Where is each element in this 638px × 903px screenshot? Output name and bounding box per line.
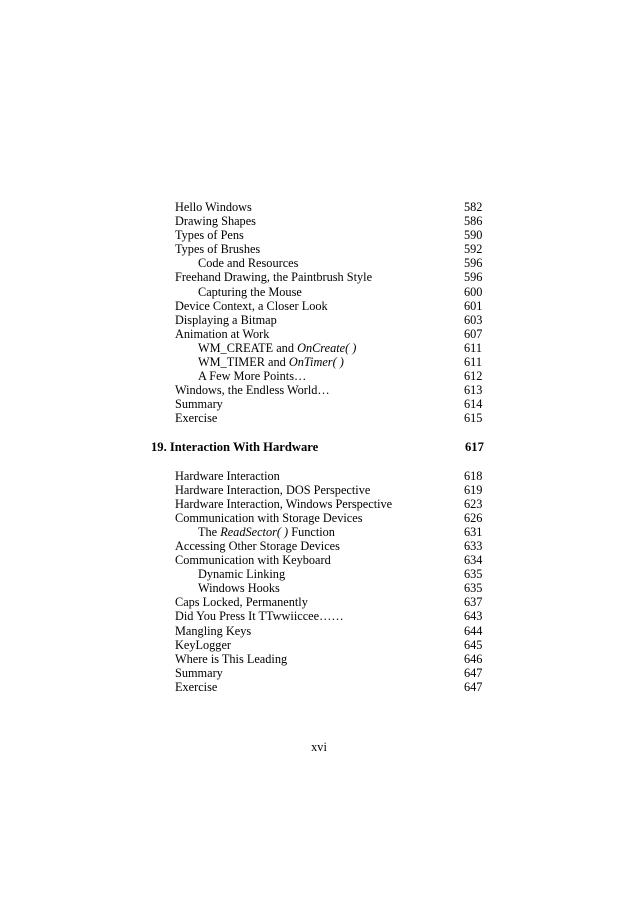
toc-entry: [0, 652, 638, 666]
toc-entry-page-number: 615: [464, 411, 483, 426]
toc-entry-title: Animation at Work: [175, 326, 270, 341]
toc-entry-page-number: 586: [464, 214, 483, 229]
toc-entry-title-italic-part: OnCreate( ): [297, 340, 357, 355]
toc-subentry: [0, 525, 638, 539]
toc-entry-page-number: 590: [464, 228, 483, 243]
toc-entry-page-number: 635: [464, 567, 483, 582]
toc-entry-page-number: 618: [464, 468, 483, 483]
toc-entry-title: Windows Hooks: [198, 581, 280, 596]
toc-entry: [0, 624, 638, 638]
toc-entry-title: KeyLogger: [175, 637, 231, 652]
toc-entry: [0, 397, 638, 411]
toc-entry-title: [198, 341, 356, 355]
toc-entry-page-number: 612: [464, 369, 483, 384]
toc-entry-title: Communication with Storage Devices: [175, 510, 363, 525]
toc-entry-page-number: 637: [464, 595, 483, 610]
toc-entry-title-italic-part: ReadSector( ): [220, 524, 289, 539]
toc-entry: [0, 214, 638, 228]
table-of-contents: [0, 200, 638, 694]
toc-subentry: [0, 355, 638, 369]
toc-entry: [0, 666, 638, 680]
toc-entry: [0, 553, 638, 567]
folio-page-number: xvi: [311, 740, 327, 754]
toc-entry-page-number: 645: [464, 637, 483, 652]
toc-entry-title: Exercise: [175, 411, 218, 426]
toc-subentry: [0, 369, 638, 383]
toc-entry-title: [198, 525, 335, 539]
toc-entry-title: Hardware Interaction: [175, 468, 280, 483]
toc-entry-page-number: 611: [464, 355, 482, 370]
chapter-page-number: 617: [465, 439, 484, 454]
toc-section-chapter-18-continued: [0, 200, 638, 426]
toc-entry-title: Drawing Shapes: [175, 214, 256, 229]
toc-entry: [0, 270, 638, 284]
chapter-heading: [0, 440, 638, 456]
toc-entry-title: Accessing Other Storage Devices: [175, 538, 340, 553]
toc-entry-title-part: Function: [288, 524, 335, 539]
toc-entry-page-number: 634: [464, 553, 483, 568]
toc-entry: [0, 497, 638, 511]
toc-entry-page-number: 635: [464, 581, 483, 596]
toc-entry-title: Caps Locked, Permanently: [175, 595, 308, 610]
toc-entry: [0, 299, 638, 313]
toc-entry-title: Dynamic Linking: [198, 567, 286, 582]
toc-entry: [0, 680, 638, 694]
toc-entry: [0, 200, 638, 214]
toc-entry-page-number: 601: [464, 298, 483, 313]
toc-entry: [0, 327, 638, 341]
toc-entry-title: Hardware Interaction, DOS Perspective: [175, 482, 371, 497]
toc-entry-title: Device Context, a Closer Look: [175, 298, 328, 313]
toc-entry-page-number: 646: [464, 651, 483, 666]
toc-entry: [0, 609, 638, 623]
toc-subentry: [0, 256, 638, 270]
toc-entry-title: Types of Pens: [175, 228, 244, 243]
toc-entry-title: Summary: [175, 665, 223, 680]
toc-entry-page-number: 647: [464, 665, 483, 680]
toc-subentry: [0, 581, 638, 595]
toc-entry-title: Communication with Keyboard: [175, 553, 331, 568]
toc-entry-title: Exercise: [175, 679, 218, 694]
toc-entry-title: Freehand Drawing, the Paintbrush Style: [175, 270, 373, 285]
toc-entry-page-number: 619: [464, 482, 483, 497]
toc-entry-title: [198, 355, 344, 369]
toc-entry-title: Windows, the Endless World…: [175, 383, 330, 398]
toc-entry-title: Summary: [175, 397, 223, 412]
toc-entry-title: Mangling Keys: [175, 623, 252, 638]
toc-entry-title: Where is This Leading: [175, 651, 288, 666]
toc-entry-page-number: 631: [464, 524, 483, 539]
toc-entry: [0, 242, 638, 256]
toc-subentry: [0, 341, 638, 355]
toc-entry: [0, 228, 638, 242]
toc-entry-title-part: WM_CREATE and: [198, 340, 298, 355]
toc-entry-page-number: 623: [464, 496, 483, 511]
toc-entry-title-italic-part: OnTimer( ): [288, 355, 344, 370]
toc-entry-page-number: 626: [464, 510, 483, 525]
toc-entry: [0, 539, 638, 553]
toc-entry-page-number: 582: [464, 200, 483, 214]
toc-entry-page-number: 633: [464, 538, 483, 553]
toc-entry-title: Hello Windows: [175, 200, 252, 214]
toc-entry-title: Hardware Interaction, Windows Perspective: [175, 496, 393, 511]
page-footer: [0, 740, 638, 754]
toc-entry-page-number: 647: [464, 679, 483, 694]
toc-entry-title: Did You Press It TTwwiiccee……: [175, 609, 344, 624]
toc-subentry: [0, 285, 638, 299]
toc-entry-title: Capturing the Mouse: [198, 284, 302, 299]
toc-entry-page-number: 643: [464, 609, 483, 624]
toc-entry-title: Types of Brushes: [175, 242, 261, 257]
toc-entry-page-number: 611: [464, 340, 482, 355]
toc-entry-page-number: 603: [464, 312, 483, 327]
toc-entry: [0, 411, 638, 425]
toc-entry-page-number: 596: [464, 256, 483, 271]
toc-entry-page-number: 592: [464, 242, 483, 257]
toc-entry-title: Code and Resources: [198, 256, 299, 271]
toc-subentry: [0, 567, 638, 581]
toc-entry: [0, 511, 638, 525]
toc-entry: [0, 595, 638, 609]
toc-entry-title: A Few More Points…: [198, 369, 307, 384]
toc-entry-page-number: 600: [464, 284, 483, 299]
toc-entry-title-part: The: [198, 524, 221, 539]
toc-entry: [0, 638, 638, 652]
toc-entry-page-number: 607: [464, 326, 483, 341]
toc-entry: [0, 469, 638, 483]
toc-entry-page-number: 613: [464, 383, 483, 398]
toc-entry-page-number: 614: [464, 397, 483, 412]
toc-entry: [0, 383, 638, 397]
toc-entry-page-number: 644: [464, 623, 483, 638]
toc-entry: [0, 313, 638, 327]
chapter-title: 19. Interaction With Hardware: [151, 439, 319, 454]
toc-entry: [0, 483, 638, 497]
toc-section-chapter-19: [0, 469, 638, 695]
toc-entry-page-number: 596: [464, 270, 483, 285]
toc-entry-title: Displaying a Bitmap: [175, 312, 277, 327]
toc-entry-title-part: WM_TIMER and: [198, 355, 289, 370]
